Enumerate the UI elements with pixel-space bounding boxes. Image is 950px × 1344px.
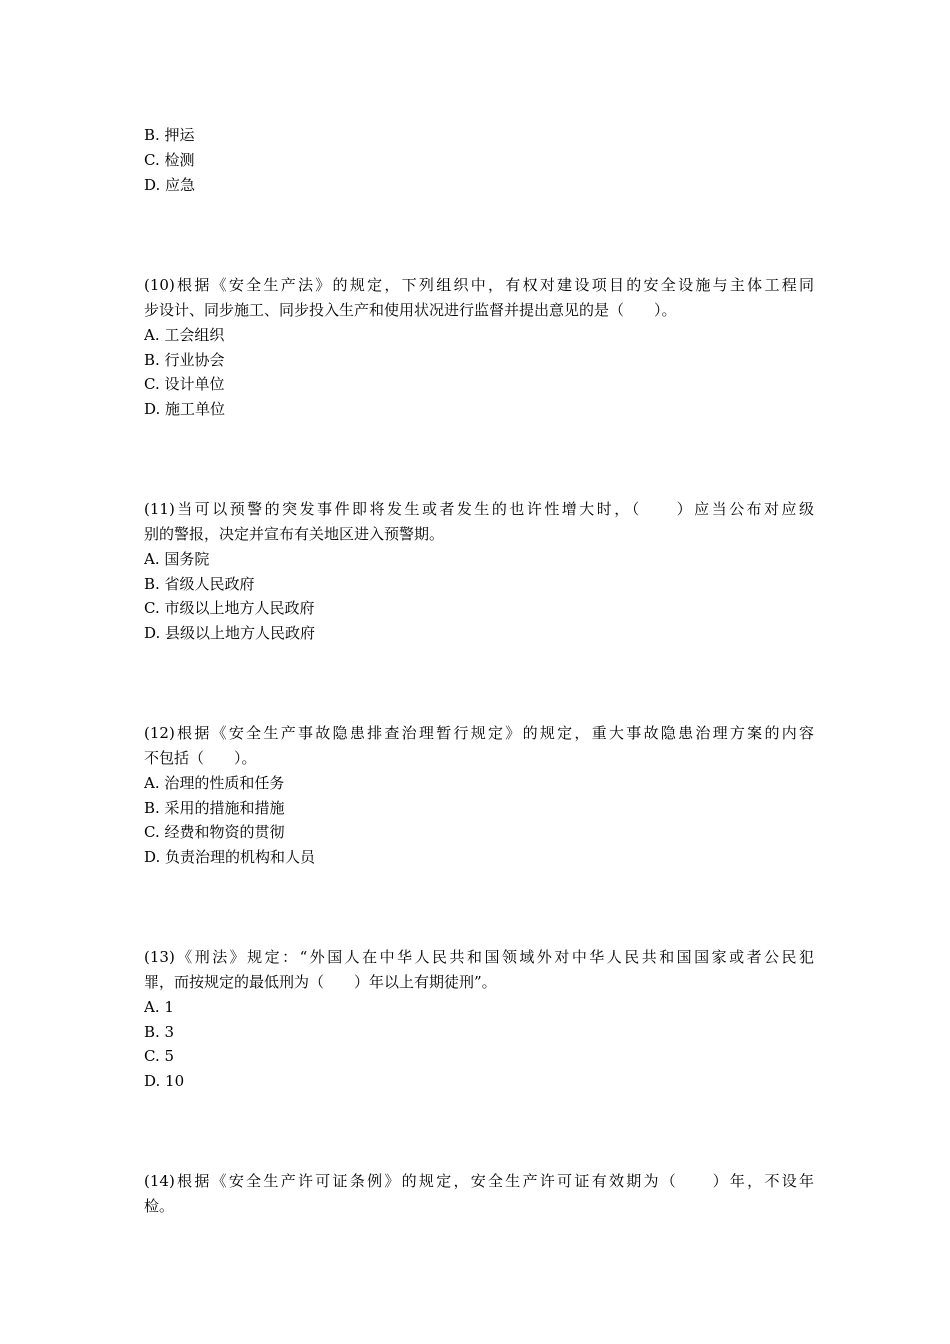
question-11-option-a: A. 国务院 <box>144 550 210 568</box>
question-13-stem-line-2: 罪，而按规定的最低刑为（ ）年以上有期徒刑”。 <box>144 973 497 991</box>
question-11-option-c: C. 市级以上地方人民政府 <box>144 599 315 617</box>
question-12-option-b: B. 采用的措施和措施 <box>144 799 285 817</box>
question-13-stem-line-1: (13)《刑法》规定：“外国人在中华人民共和国领域外对中华人民共和国国家或者公民犯 <box>144 948 814 966</box>
question-12-option-c: C. 经费和物资的贯彻 <box>144 823 285 841</box>
question-11-option-b: B. 省级人民政府 <box>144 575 255 593</box>
question-11-stem-line-2: 别的警报，决定并宣布有关地区进入预警期。 <box>144 525 445 543</box>
option-b: B. 押运 <box>144 126 195 144</box>
question-10-stem-line-1: (10)根据《安全生产法》的规定，下列组织中，有权对建设项目的安全设施与主体工程同 <box>144 276 814 294</box>
question-12-stem-line-1: (12)根据《安全生产事故隐患排查治理暂行规定》的规定，重大事故隐患治理方案的内容 <box>144 724 814 742</box>
question-10-option-d: D. 施工单位 <box>144 400 226 418</box>
question-10-stem-line-2: 步设计、同步施工、同步投入生产和使用状况进行监督并提出意见的是（ ）。 <box>144 301 677 319</box>
question-13-option-c: C. 5 <box>144 1047 175 1065</box>
question-13-option-d: D. 10 <box>144 1072 185 1090</box>
question-11-stem-line-1: (11)当可以预警的突发事件即将发生或者发生的也许性增大时，（ ）应当公布对应级 <box>144 500 814 518</box>
question-10-option-c: C. 设计单位 <box>144 375 225 393</box>
question-13-option-b: B. 3 <box>144 1023 175 1041</box>
option-d: D. 应急 <box>144 176 196 194</box>
question-12-stem-line-2: 不包括（ ）。 <box>144 749 257 767</box>
question-12-option-d: D. 负责治理的机构和人员 <box>144 848 316 866</box>
question-12-option-a: A. 治理的性质和任务 <box>144 774 285 792</box>
option-c: C. 检测 <box>144 151 195 169</box>
question-10-option-b: B. 行业协会 <box>144 351 225 369</box>
question-10-option-a: A. 工会组织 <box>144 326 225 344</box>
question-14-stem-line-1: (14)根据《安全生产许可证条例》的规定，安全生产许可证有效期为（ ）年，不设年 <box>144 1172 814 1190</box>
question-14-stem-line-2: 检。 <box>144 1197 175 1215</box>
question-13-option-a: A. 1 <box>144 998 174 1016</box>
question-11-option-d: D. 县级以上地方人民政府 <box>144 624 316 642</box>
